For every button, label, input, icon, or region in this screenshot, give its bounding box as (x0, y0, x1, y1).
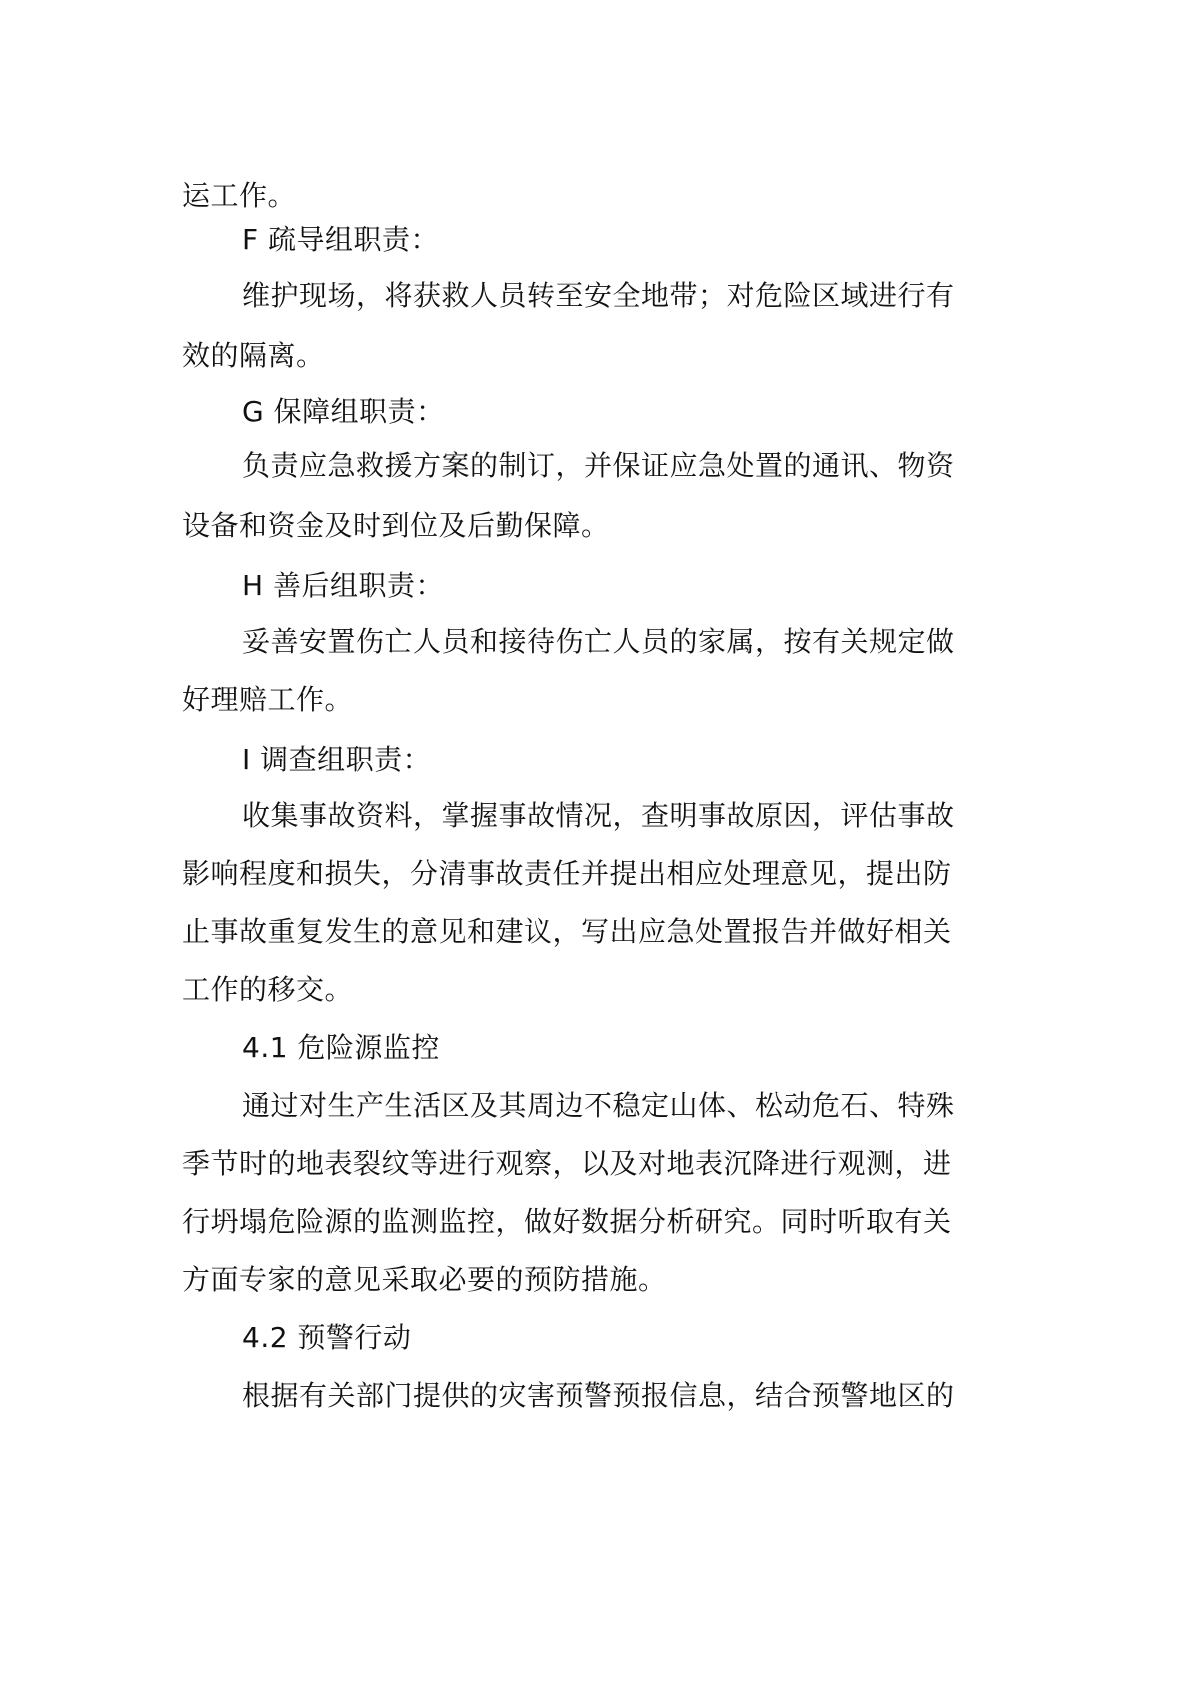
section-heading: H 善后组职责： (242, 569, 444, 602)
section-heading: 4.1 危险源监控 (242, 1031, 440, 1064)
text-line: 止事故重复发生的意见和建议，写出应急处置报告并做好相关 (182, 915, 952, 948)
section-heading: I 调查组职责： (242, 743, 432, 776)
text-line: 负责应急救援方案的制订，并保证应急处置的通讯、物资 (242, 449, 955, 482)
text-line: 工作的移交。 (182, 973, 354, 1006)
section-heading: F 疏导组职责： (242, 223, 440, 256)
section-heading: 4.2 预警行动 (242, 1321, 412, 1354)
text-line: 效的隔离。 (182, 339, 325, 372)
text-line: 妥善安置伤亡人员和接待伤亡人员的家属，按有关规定做 (242, 625, 955, 658)
text-line: 根据有关部门提供的灾害预警预报信息，结合预警地区的 (242, 1379, 955, 1412)
text-line: 收集事故资料，掌握事故情况，查明事故原因，评估事故 (242, 799, 955, 832)
text-line: 维护现场，将获救人员转至安全地带；对危险区域进行有 (242, 279, 955, 312)
text-line: 好理赔工作。 (182, 683, 354, 716)
text-line: 方面专家的意见采取必要的预防措施。 (182, 1263, 667, 1296)
section-heading: G 保障组职责： (242, 395, 445, 428)
text-line: 运工作。 (182, 179, 297, 212)
text-line: 通过对生产生活区及其周边不稳定山体、松动危石、特殊 (242, 1089, 955, 1122)
text-line: 设备和资金及时到位及后勤保障。 (182, 509, 610, 542)
text-line: 季节时的地表裂纹等进行观察，以及对地表沉降进行观测，进 (182, 1147, 952, 1180)
text-line: 行坍塌危险源的监测监控，做好数据分析研究。同时听取有关 (182, 1205, 952, 1238)
text-line: 影响程度和损失，分清事故责任并提出相应处理意见，提出防 (182, 857, 952, 890)
